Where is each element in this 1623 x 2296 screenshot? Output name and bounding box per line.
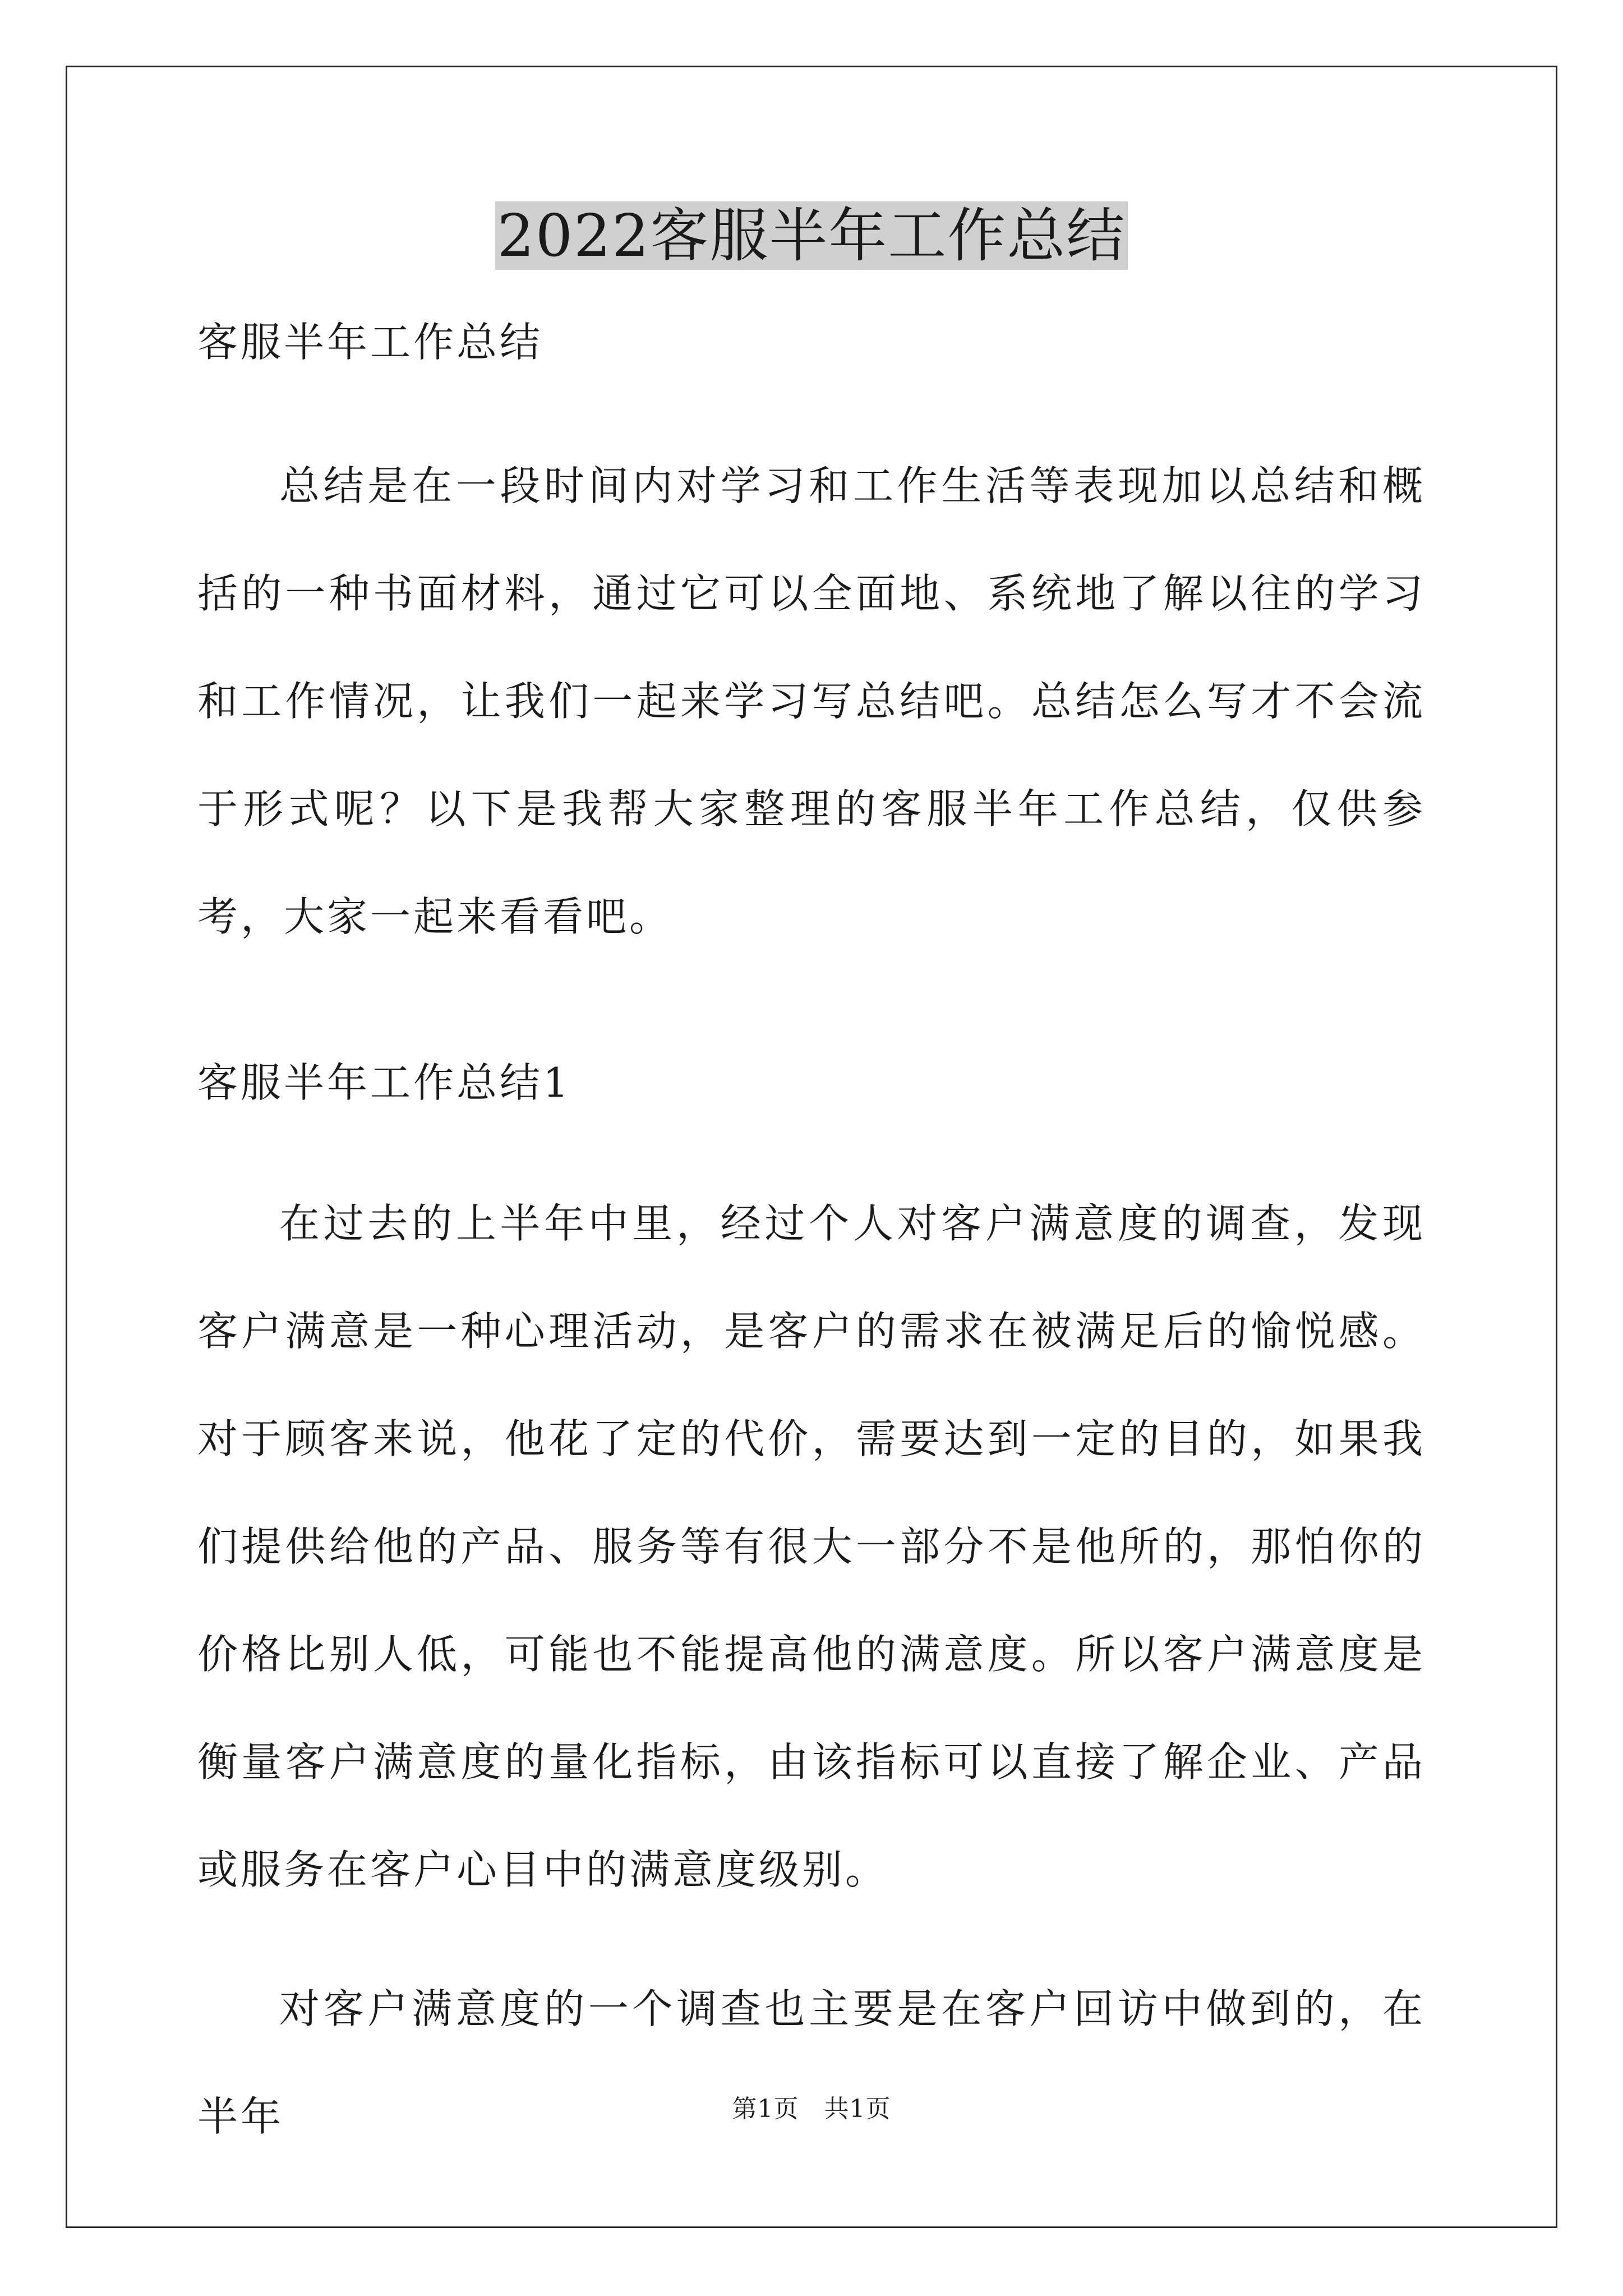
intro-paragraph: 总结是在一段时间内对学习和工作生活等表现加以总结和概括的一种书面材料，通过它可以全面地、系统地了解以往的学习和工作情况，让我们一起来学习写总结吧。总结怎么写才不会流于形式呢？以下是我帮大家整理的客服半年工作总结，仅供参考，大家一起来看看吧。: [197, 462, 1426, 940]
section-1-paragraph-2: 对客户满意度的一个调查也主要是在客户回访中做到的，在半年: [197, 1985, 1426, 2140]
document-subtitle: 客服半年工作总结: [197, 319, 543, 366]
document-title-text: 2022客服半年工作总结: [495, 201, 1128, 270]
page-footer: 第1页 共1页: [732, 2095, 891, 2123]
section-heading-1: 客服半年工作总结1: [197, 1059, 571, 1106]
section-1-paragraph-1: 在过去的上半年中里，经过个人对客户满意度的调查，发现客户满意是一种心理活动，是客户的需求在被满足后的愉悦感。对于顾客来说，他花了定的代价，需要达到一定的目的，如果我们提供给他的产品、服务等有很大一部分不是他所的，那怕你的价格比别人低，可能也不能提高他的满意度。所以客户满意度是衡量客户满意度的量化指标，由该指标可以直接了解企业、产品或服务在客户心目中的满意度级别。: [197, 1200, 1426, 1893]
document-title: [0, 194, 1623, 278]
